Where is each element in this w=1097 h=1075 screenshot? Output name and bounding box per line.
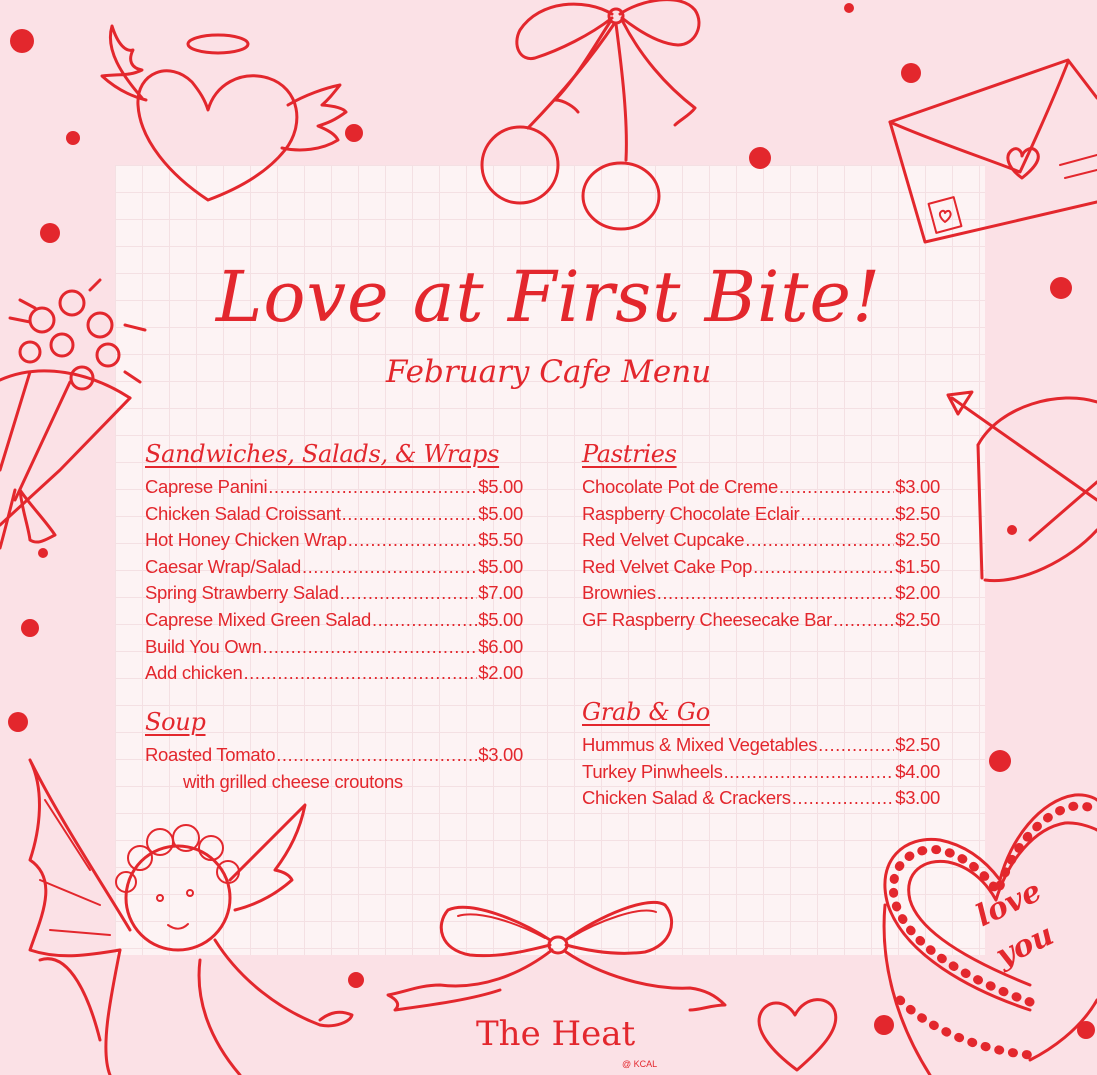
brand-logo-sub: @ KCAL bbox=[622, 1059, 658, 1069]
menu-item bbox=[582, 759, 940, 786]
dot-leader bbox=[745, 527, 894, 554]
section-heading: Grab & Go bbox=[582, 698, 710, 726]
item-price: $2.00 bbox=[895, 582, 940, 604]
dot-leader bbox=[262, 634, 477, 661]
item-note: with grilled cheese croutons bbox=[183, 770, 403, 792]
menu-item bbox=[582, 785, 940, 812]
menu-item bbox=[145, 527, 523, 554]
item-name: Chicken Salad & Crackers bbox=[582, 787, 791, 809]
item-name: Chocolate Pot de Creme bbox=[582, 476, 778, 497]
section-sandwiches bbox=[145, 436, 523, 687]
menu-item bbox=[582, 732, 940, 759]
dot-leader bbox=[276, 742, 477, 769]
menu-item bbox=[582, 554, 940, 581]
item-price: $7.00 bbox=[478, 582, 523, 604]
menu-subtitle: February Cafe Menu bbox=[385, 354, 712, 390]
item-price: $3.00 bbox=[895, 476, 940, 497]
menu-item bbox=[145, 634, 523, 661]
item-price: $5.00 bbox=[478, 502, 523, 524]
menu-item bbox=[582, 474, 940, 501]
dot-leader bbox=[268, 474, 477, 501]
item-name: Caprese Mixed Green Salad bbox=[145, 608, 371, 630]
brand-logo: The Heat bbox=[476, 1014, 636, 1054]
item-price: $3.00 bbox=[895, 787, 940, 809]
item-name: Hot Honey Chicken Wrap bbox=[145, 529, 347, 551]
item-price: $5.00 bbox=[478, 555, 523, 577]
item-name: Add chicken bbox=[145, 662, 243, 684]
item-name: Red Velvet Cupcake bbox=[582, 529, 745, 551]
item-price: $2.00 bbox=[478, 662, 523, 684]
menu-item bbox=[582, 580, 940, 607]
section-grab-and-go bbox=[582, 694, 940, 812]
item-name: GF Raspberry Cheesecake Bar bbox=[582, 608, 832, 630]
item-price: $2.50 bbox=[895, 608, 940, 630]
item-price: $5.00 bbox=[478, 476, 523, 497]
dot-leader bbox=[779, 474, 894, 501]
menu-title: Love at First Bite! bbox=[215, 256, 882, 338]
dot-leader bbox=[833, 607, 894, 634]
item-name: Turkey Pinwheels bbox=[582, 760, 723, 782]
dot-leader bbox=[724, 759, 895, 786]
menu-item bbox=[145, 554, 523, 581]
small-heart-icon bbox=[759, 1000, 836, 1070]
dot-leader bbox=[372, 607, 477, 634]
item-price: $2.50 bbox=[895, 734, 940, 755]
section-pastries bbox=[582, 436, 940, 634]
dot-leader bbox=[753, 554, 894, 581]
item-price: $3.00 bbox=[478, 744, 523, 765]
dot-leader bbox=[818, 732, 894, 759]
menu-item bbox=[145, 742, 523, 769]
section-heading: Pastries bbox=[582, 440, 677, 468]
cake-text-line1: love bbox=[970, 873, 1047, 934]
dot-leader bbox=[243, 660, 477, 687]
dot-leader bbox=[792, 785, 894, 812]
menu-item bbox=[145, 607, 523, 634]
dot-leader bbox=[342, 501, 478, 528]
dot-leader bbox=[800, 501, 894, 528]
cake-text-line2: you bbox=[990, 917, 1060, 974]
dot-leader bbox=[657, 580, 895, 607]
item-name: Roasted Tomato bbox=[145, 744, 276, 765]
item-name: Caprese Panini bbox=[145, 476, 268, 497]
item-name: Spring Strawberry Salad bbox=[145, 582, 339, 604]
section-heading: Sandwiches, Salads, & Wraps bbox=[145, 440, 500, 468]
item-name: Caesar Wrap/Salad bbox=[145, 555, 301, 577]
menu-item bbox=[145, 660, 523, 687]
item-price: $4.00 bbox=[895, 760, 940, 782]
item-name: Hummus & Mixed Vegetables bbox=[582, 734, 818, 755]
menu-item bbox=[145, 474, 523, 501]
menu-item bbox=[582, 607, 940, 634]
item-price: $5.50 bbox=[478, 529, 523, 551]
item-price: $5.00 bbox=[478, 608, 523, 630]
section-soup bbox=[145, 704, 523, 795]
section-heading: Soup bbox=[145, 708, 206, 736]
dot-leader bbox=[302, 554, 477, 581]
menu-item bbox=[145, 501, 523, 528]
item-name: Chicken Salad Croissant bbox=[145, 502, 341, 524]
item-name: Raspberry Chocolate Eclair bbox=[582, 502, 800, 524]
dot-leader bbox=[348, 527, 477, 554]
dot-leader bbox=[340, 580, 478, 607]
menu-item bbox=[145, 580, 523, 607]
item-price: $1.50 bbox=[895, 555, 940, 577]
item-name: Brownies bbox=[582, 582, 656, 604]
menu-item bbox=[582, 527, 940, 554]
item-price: $2.50 bbox=[895, 502, 940, 524]
item-price: $2.50 bbox=[895, 529, 940, 551]
item-name: Red Velvet Cake Pop bbox=[582, 555, 753, 577]
menu-item bbox=[582, 501, 940, 528]
item-price: $6.00 bbox=[478, 635, 523, 657]
item-name: Build You Own bbox=[145, 635, 262, 657]
